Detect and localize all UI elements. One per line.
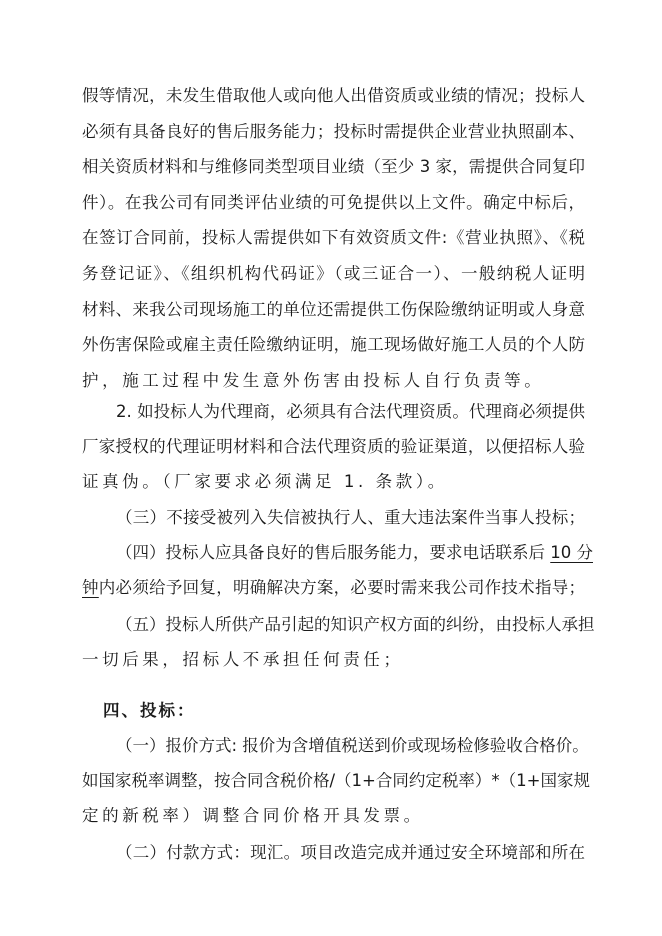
text-line: 在签订合同前，投标人需提供如下有效资质文件:《营业执照》、《税 (82, 228, 585, 247)
text-line: 相关资质材料和与维修同类型项目业绩（至少 3 家，需提供合同复印 (82, 157, 585, 176)
text-line: 证真伪。（厂家要求必须满足 1. 条款）。 (82, 472, 448, 491)
text-line: 材料、来我公司现场施工的单位还需提供工伤保险缴纳证明或人身意 (82, 300, 585, 319)
text-line: （五）投标人所供产品引起的知识产权方面的纠纷，由投标人承担 (116, 615, 595, 634)
text-line: 2. 如投标人为代理商，必须具有合法代理资质。代理商必须提供 (116, 402, 585, 421)
text-line: 一切后果，招标人不承担任何责任； (82, 650, 404, 669)
text-line (82, 578, 585, 598)
text-line: （三）不接受被列入失信被执行人、重大违法案件当事人投标； (116, 508, 585, 527)
text-span: （四）投标人应具备良好的售后服务能力，要求电话联系后 (116, 543, 551, 562)
underlined-text: 钟 (82, 578, 99, 597)
text-line: （一）报价方式: 报价为含增值税送到价或现场检修验收合格价。 (116, 736, 589, 755)
text-line: 外伤害保险或雇主责任险缴纳证明，施工现场做好施工人员的个人防 (82, 335, 585, 354)
text-line (116, 543, 593, 563)
text-line: 务登记证》、《组织机构代码证》（或三证合一）、一般纳税人证明 (82, 264, 585, 283)
text-line: 必须有具备良好的售后服务能力；投标时需提供企业营业执照副本、 (82, 122, 585, 141)
section-heading: 四、投标： (103, 701, 196, 720)
text-line: 假等情况，未发生借取他人或向他人出借资质或业绩的情况；投标人 (82, 86, 585, 105)
text-line: 件）。在我公司有同类评估业绩的可免提供以上文件。确定中标后， (82, 193, 585, 212)
text-line: 如国家税率调整，按合同含税价格/（1+合同约定税率）*（1+国家规 (82, 771, 590, 790)
underlined-text: 10 分 (550, 543, 593, 562)
text-line: 定的新税率）调整合同价格开具发票。 (82, 806, 424, 825)
text-line: （二）付款方式：现汇。项目改造完成并通过安全环境部和所在 (116, 843, 585, 862)
text-line: 护，施工过程中发生意外伤害由投标人自行负责等。 (82, 371, 545, 390)
text-line: 厂家授权的代理证明材料和合法代理资质的验证渠道，以便招标人验 (82, 437, 585, 456)
text-span: 内必须给予回复，明确解决方案，必要时需来我公司作技术指导； (98, 578, 586, 597)
